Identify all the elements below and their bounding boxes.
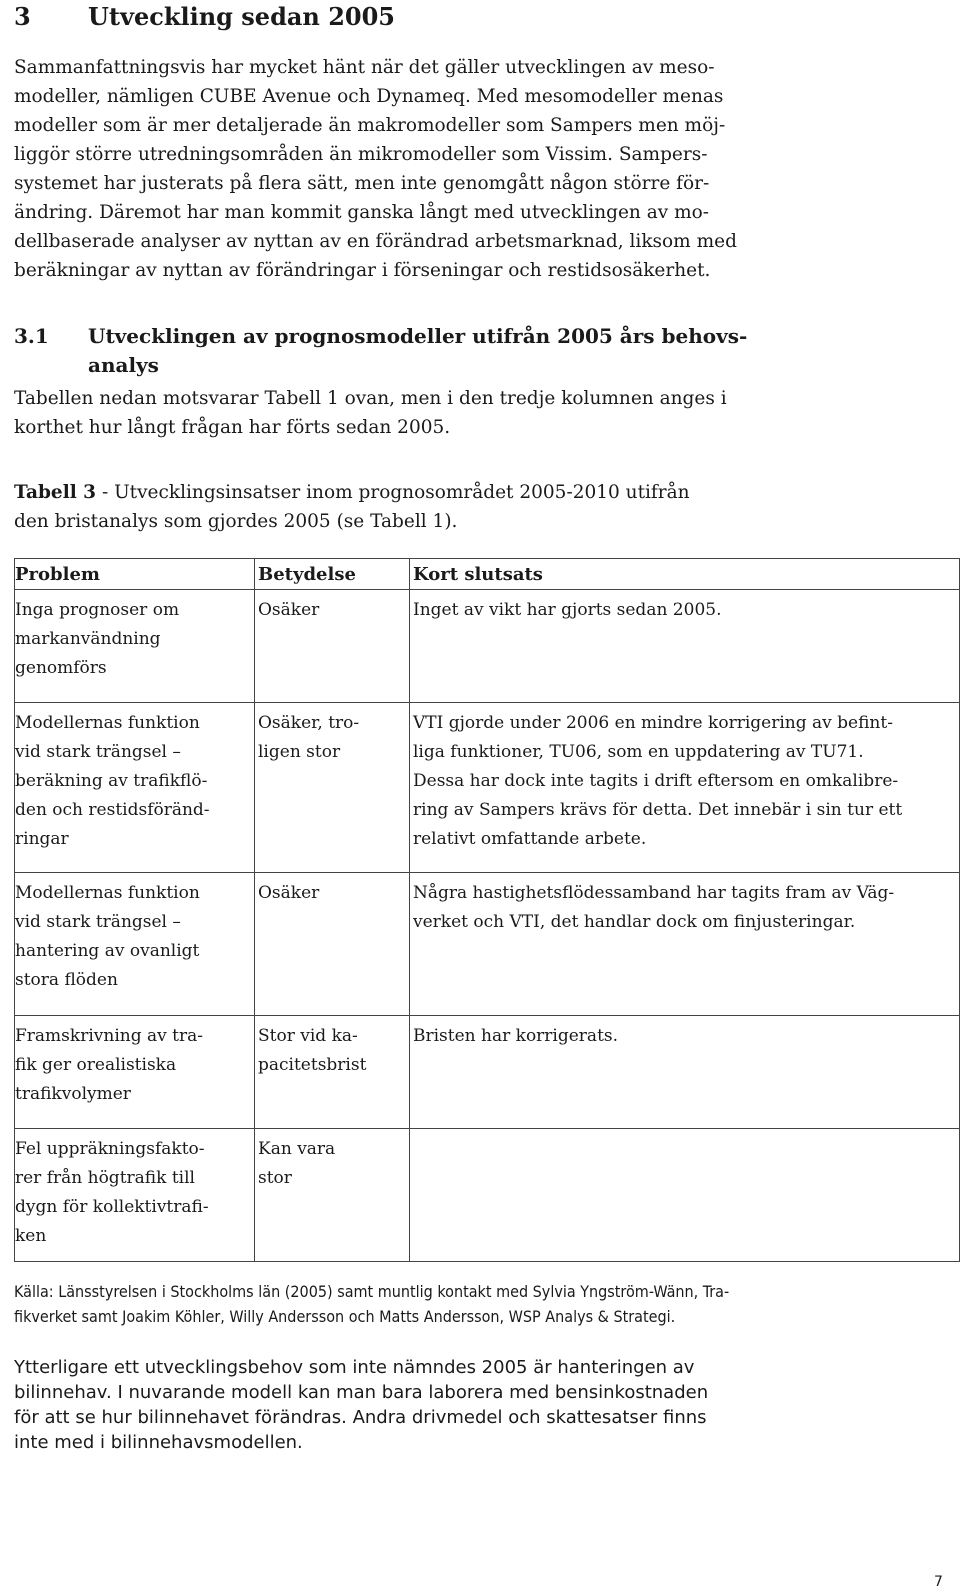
section-number: 3.1 — [14, 324, 49, 348]
header-significance: Betydelse — [255, 559, 410, 590]
problem-cell-line: ken — [15, 1226, 47, 1246]
intro-line: modeller, nämligen CUBE Avenue och Dynameq. Med mesomodeller menas — [14, 86, 724, 107]
problem-cell — [15, 703, 255, 873]
problem-cell — [15, 873, 255, 1016]
intro-line: ändring. Däremot har man kommit ganska långt med utvecklingen av mo- — [14, 202, 709, 223]
chapter-title: Utveckling sedan 2005 — [88, 2, 396, 31]
section-title-line: Utvecklingen av prognosmodeller utifrån 2005 års behovs- — [88, 324, 748, 348]
conclusion-cell-line: VTI gjorde under 2006 en mindre korrigering av befint- — [413, 713, 893, 733]
closing-line: inte med i bilinnehavsmodellen. — [14, 1432, 303, 1453]
problem-cell-line: stora flöden — [15, 970, 118, 990]
section-heading — [14, 322, 747, 380]
problem-cell-line: rer från högtrafik till — [15, 1168, 195, 1188]
table-row — [15, 1016, 960, 1129]
significance-cell-line: Osäker — [258, 600, 320, 620]
significance-cell — [255, 873, 410, 1016]
significance-cell-line: Stor vid ka- — [258, 1026, 358, 1046]
significance-cell-line: Osäker — [258, 883, 320, 903]
development-table — [14, 558, 960, 1262]
chapter-number: 3 — [14, 2, 31, 31]
problem-cell-line: vid stark trängsel – — [15, 742, 181, 762]
significance-cell — [255, 1129, 410, 1262]
problem-cell-line: genomförs — [15, 658, 107, 678]
closing-line: bilinnehav. I nuvarande modell kan man bara laborera med bensinkostnaden — [14, 1382, 709, 1403]
problem-cell-line: vid stark trängsel – — [15, 912, 181, 932]
table-header-row — [15, 559, 960, 590]
conclusion-cell-line: verket och VTI, det handlar dock om finjusteringar. — [413, 912, 856, 932]
problem-cell-line: hantering av ovanligt — [15, 941, 200, 961]
problem-cell-line: dygn för kollektivtrafi- — [15, 1197, 209, 1217]
conclusion-cell-line: relativt omfattande arbete. — [413, 829, 647, 849]
table-row — [15, 590, 960, 703]
conclusion-cell-line: liga funktioner, TU06, som en uppdatering av TU71. — [413, 742, 864, 762]
significance-cell-line: stor — [258, 1168, 292, 1188]
problem-cell — [15, 590, 255, 703]
page-number: 7 — [934, 1574, 943, 1590]
problem-cell-line: ringar — [15, 829, 69, 849]
conclusion-cell — [410, 1016, 960, 1129]
closing-line: Ytterligare ett utvecklingsbehov som inte nämndes 2005 är hanteringen av — [14, 1357, 695, 1378]
conclusion-cell-line: Inget av vikt har gjorts sedan 2005. — [413, 600, 722, 620]
significance-cell — [255, 703, 410, 873]
conclusion-cell — [410, 873, 960, 1016]
source-line: fikverket samt Joakim Köhler, Willy Andersson och Matts Andersson, WSP Analys & Strategi. — [14, 1307, 676, 1326]
significance-cell-line: ligen stor — [258, 742, 341, 762]
section-line: korthet hur långt frågan har förts sedan 2005. — [14, 417, 451, 438]
problem-cell — [15, 1016, 255, 1129]
closing-paragraph — [14, 1355, 708, 1455]
table-caption — [14, 478, 690, 536]
conclusion-cell-line: Dessa har dock inte tagits i drift eftersom en omkalibre- — [413, 771, 899, 791]
caption-label: Tabell 3 — [14, 482, 97, 503]
problem-cell-line: Modellernas funktion — [15, 713, 200, 733]
conclusion-cell-line: Bristen har korrigerats. — [413, 1026, 619, 1046]
intro-line: modeller som är mer detaljerade än makromodeller som Sampers men möj- — [14, 115, 726, 136]
problem-cell-line: Fel uppräkningsfakto- — [15, 1139, 205, 1159]
caption-text: - Utvecklingsinsatser inom prognosområdet 2005-2010 utifrån — [96, 482, 690, 503]
caption-text: den bristanalys som gjordes 2005 (se Tabell 1). — [14, 511, 458, 532]
section-title-line: analys — [88, 353, 159, 377]
significance-cell-line: Osäker, tro- — [258, 713, 360, 733]
problem-cell-line: fik ger orealistiska — [15, 1055, 177, 1075]
conclusion-cell — [410, 590, 960, 703]
intro-line: liggör större utredningsområden än mikromodeller som Vissim. Sampers- — [14, 144, 708, 165]
conclusion-cell-line: ring av Sampers krävs för detta. Det innebär i sin tur ett — [413, 800, 903, 820]
conclusion-cell — [410, 1129, 960, 1262]
intro-line: Sammanfattningsvis har mycket hänt när det gäller utvecklingen av meso- — [14, 57, 715, 78]
table-row — [15, 1129, 960, 1262]
problem-cell-line: Modellernas funktion — [15, 883, 200, 903]
significance-cell — [255, 590, 410, 703]
significance-cell — [255, 1016, 410, 1129]
problem-cell-line: trafikvolymer — [15, 1084, 131, 1104]
table-row — [15, 873, 960, 1016]
conclusion-cell-line: Några hastighetsflödessamband har tagits fram av Väg- — [413, 883, 895, 903]
problem-cell-line: beräkning av trafikflö- — [15, 771, 208, 791]
intro-line: dellbaserade analyser av nyttan av en förändrad arbetsmarknad, liksom med — [14, 231, 737, 252]
problem-cell — [15, 1129, 255, 1262]
section-paragraph — [14, 384, 942, 442]
problem-cell-line: Inga prognoser om — [15, 600, 180, 620]
table-row — [15, 703, 960, 873]
intro-paragraph — [14, 53, 942, 285]
closing-line: för att se hur bilinnehavet förändras. Andra drivmedel och skattesatser finns — [14, 1407, 707, 1428]
significance-cell-line: pacitetsbrist — [258, 1055, 367, 1075]
source-line: Källa: Länsstyrelsen i Stockholms län (2005) samt muntlig kontakt med Sylvia Yngström-Wänn, Tra- — [14, 1282, 730, 1301]
significance-cell-line: Kan vara — [258, 1139, 336, 1159]
source-note — [14, 1279, 729, 1329]
conclusion-cell — [410, 703, 960, 873]
chapter-heading — [14, 2, 395, 32]
intro-line: beräkningar av nyttan av förändringar i förseningar och restidsosäkerhet. — [14, 260, 711, 281]
section-line: Tabellen nedan motsvarar Tabell 1 ovan, men i den tredje kolumnen anges i — [14, 388, 727, 409]
header-conclusion: Kort slutsats — [410, 559, 960, 590]
intro-line: systemet har justerats på flera sätt, men inte genomgått någon större för- — [14, 173, 710, 194]
problem-cell-line: Framskrivning av tra- — [15, 1026, 203, 1046]
problem-cell-line: markanvändning — [15, 629, 161, 649]
problem-cell-line: den och restidsföränd- — [15, 800, 210, 820]
header-problem: Problem — [15, 559, 255, 590]
